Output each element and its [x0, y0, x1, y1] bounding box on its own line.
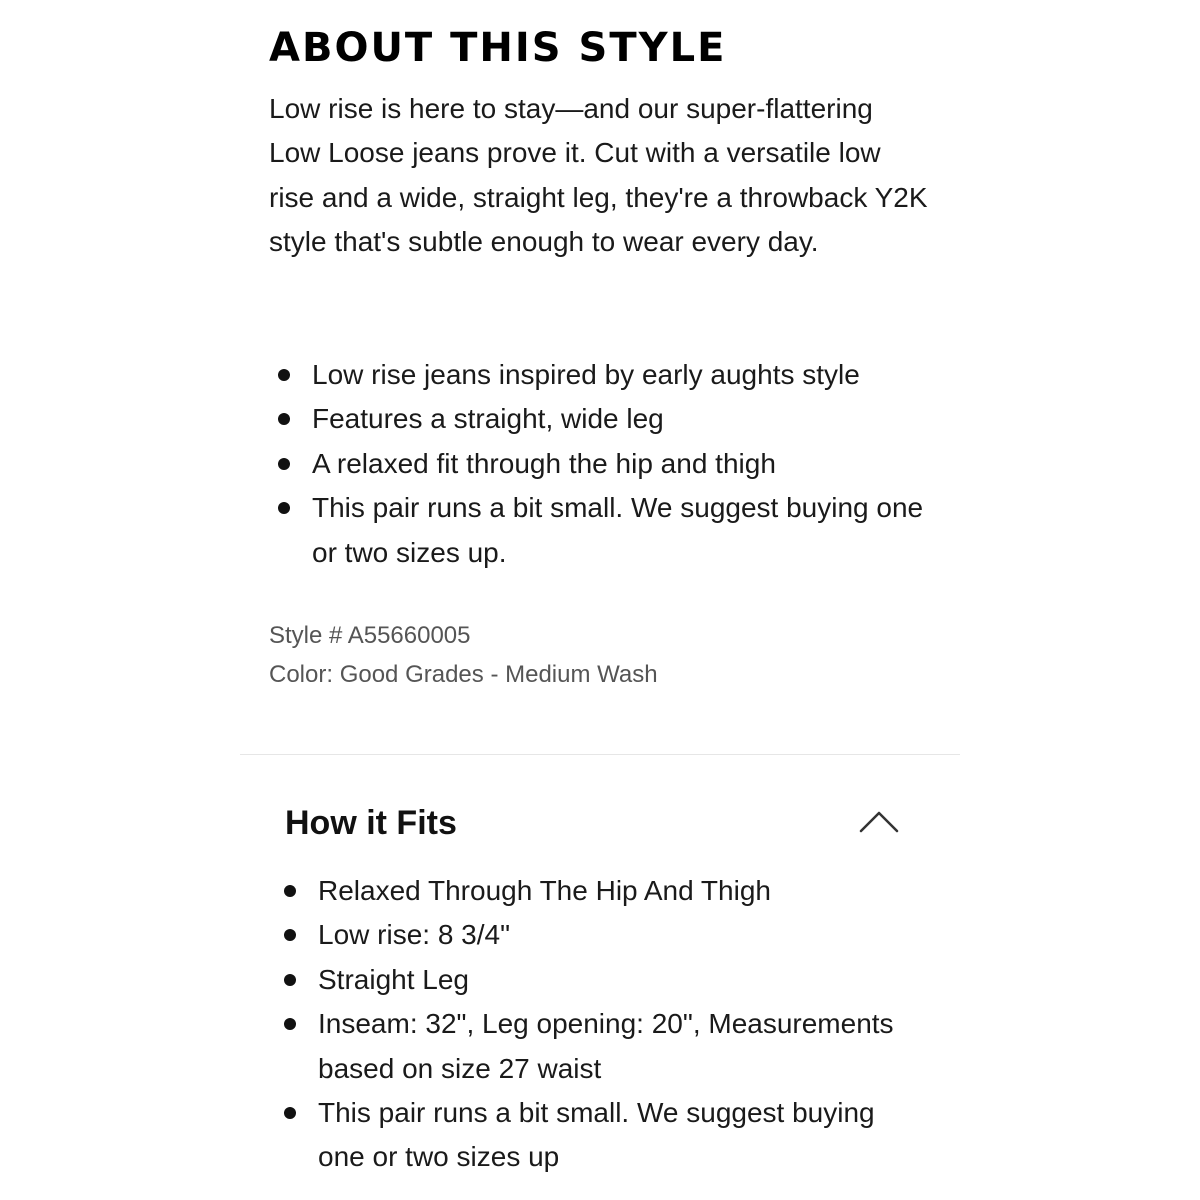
bullet-icon: [278, 458, 290, 470]
how-it-fits-heading[interactable]: How it Fits: [285, 804, 457, 842]
bullet-icon: [278, 502, 290, 514]
list-item: [318, 913, 918, 957]
bullet-icon: [284, 1107, 296, 1119]
bullet-icon: [284, 974, 296, 986]
bullet-icon: [278, 413, 290, 425]
list-item-text: This pair runs a bit small. We suggest buying one or two sizes up.: [312, 492, 924, 568]
list-item-text: Relaxed Through The Hip And Thigh: [318, 875, 771, 906]
list-item-text: Low rise jeans inspired by early aughts style: [312, 359, 860, 390]
how-it-fits-bullet-list: [318, 869, 918, 1180]
list-item: [318, 1002, 918, 1091]
list-item-text: Features a straight, wide leg: [312, 403, 664, 435]
list-item: [318, 1091, 918, 1180]
list-item: [312, 353, 952, 397]
list-item-text: Straight Leg: [318, 963, 469, 995]
style-number: Style # A55660005: [269, 622, 471, 649]
bullet-icon: [284, 1018, 296, 1030]
list-item-text: This pair runs a bit small. We suggest buying one or two sizes up: [318, 1097, 875, 1173]
list-item: [312, 397, 952, 441]
section-divider: [240, 754, 960, 755]
list-item: [318, 958, 918, 1002]
list-item: [312, 442, 952, 486]
chevron-up-icon: [855, 803, 903, 839]
about-style-description: Low rise is here to stay—and our super-flattering Low Loose jeans prove it. Cut with a versatile low rise and a wide, straight leg, they're a throwback Y2K style that's subtle enough to wear every day.: [269, 93, 928, 258]
list-item-text: Low rise: 8 3/4": [318, 919, 511, 951]
bullet-icon: [284, 929, 296, 941]
about-style-bullet-list: [312, 353, 952, 575]
about-style-heading: ABOUT THIS STYLE: [269, 25, 727, 71]
bullet-icon: [278, 369, 290, 381]
how-it-fits-toggle-button[interactable]: [855, 803, 903, 839]
list-item-text: A relaxed fit through the hip and thigh: [312, 447, 776, 479]
list-item: [318, 869, 918, 913]
color-name: Color: Good Grades - Medium Wash: [269, 661, 658, 688]
list-item-text: Inseam: 32", Leg opening: 20", Measurements based on size 27 waist: [318, 1008, 894, 1084]
list-item: [312, 486, 952, 575]
bullet-icon: [284, 885, 296, 897]
